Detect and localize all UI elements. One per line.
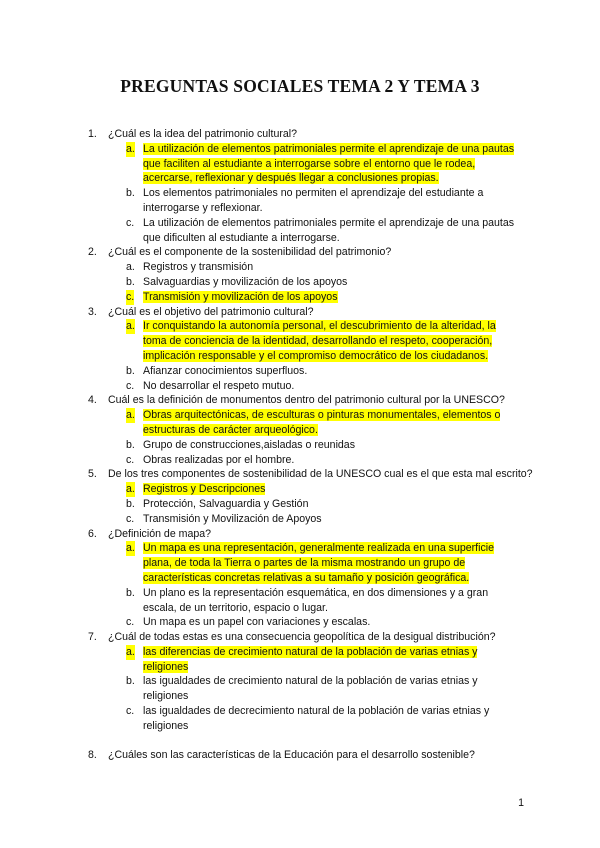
option-letter: c. [126,705,135,718]
option-text: Grupo de construcciones,aisladas o reunidas [143,438,355,451]
answer-option-correct [0,290,600,305]
option-text: Obras arquitectónicas, de esculturas o pinturas monumentales, elementos o estructuras de carácter arqueológico. [143,409,501,436]
question-item [0,393,600,408]
answer-option [0,512,600,527]
option-text: La utilización de elementos patrimoniales permite el aprendizaje de una pautas que dificulten al estudiante a interrogarse. [143,216,515,244]
option-letter: a. [126,409,135,422]
option-letter: b. [126,675,135,688]
option-text: Transmisión y movilización de los apoyos [143,290,338,303]
blank-line [0,734,600,748]
answer-option [0,674,600,704]
question-text: ¿Cuál es el objetivo del patrimonio cultural? [108,305,314,318]
option-letter: b. [126,364,135,377]
question-text: ¿Cuál de todas estas es una consecuencia geopolítica de la desigual distribución? [108,631,496,644]
answer-option [0,704,600,734]
question-list [0,127,600,762]
option-text: Un mapa es una representación, generalmente realizada en una superficie plana, de toda la Tierra o partes de la misma mostrando un grupo de características concretas relativas a su tamaño y posición geográfica. [143,542,494,584]
option-text: Transmisión y Movilización de Apoyos [143,512,322,525]
option-text: las diferencias de crecimiento natural de la población de varias etnias y religiones [143,645,478,673]
option-letter: c. [126,512,135,525]
answer-option [0,615,600,630]
answer-option-correct [0,645,600,675]
option-text: Afianzar conocimientos superfluos. [143,364,308,377]
option-letter: b. [126,497,135,510]
question-number: 5. [88,468,97,481]
question-text: ¿Cuál es la idea del patrimonio cultural? [108,128,298,140]
question-number: 2. [88,246,97,259]
answer-option-correct [0,541,600,585]
document-title: PREGUNTAS SOCIALES TEMA 2 Y TEMA 3 [120,76,480,96]
question-item [0,245,600,260]
option-letter: b. [126,275,135,288]
option-letter: a. [126,645,135,658]
question-item [0,305,600,320]
question-number: 4. [88,394,97,407]
question-number: 3. [88,305,97,318]
option-letter: c. [126,379,135,392]
option-letter: a. [126,483,135,496]
option-text: Registros y transmisión [143,261,254,274]
option-letter: a. [126,542,135,555]
option-text: Salvaguardias y movilización de los apoyos [143,275,348,288]
answer-option [0,275,600,290]
question-number: 8. [88,748,97,761]
question-number: 7. [88,631,97,644]
option-letter: b. [126,187,135,200]
option-text: Protección, Salvaguardia y Gestión [143,497,309,510]
option-letter: a. [126,261,135,274]
question-item [0,527,600,542]
question-text: ¿Definición de mapa? [108,527,212,540]
answer-option [0,438,600,453]
option-letter: b. [126,438,135,451]
option-letter: c. [126,616,135,629]
option-letter: c. [126,453,135,466]
answer-option [0,216,600,246]
option-text: No desarrollar el respeto mutuo. [143,379,295,392]
option-text: Registros y Descripciones [143,483,266,496]
answer-option [0,586,600,616]
question-item [0,127,600,142]
option-text: Los elementos patrimoniales no permiten el aprendizaje del estudiante a interrogarse y reflexionar. [143,187,484,214]
option-text: La utilización de elementos patrimoniales permite el aprendizaje de una pautas que faciliten al estudiante a interrogarse sobre el entorno que le rodea, acercarse, reflexionar y después llegar a conclusiones propias. [143,142,515,185]
option-letter: a. [126,142,135,155]
option-text: Un plano es la representación esquemática, en dos dimensiones y a gran escala, de un territorio, espacio o lugar. [143,586,489,614]
option-letter: c. [126,216,135,229]
answer-option [0,364,600,379]
question-text: De los tres componentes de sostenibilidad de la UNESCO cual es el que esta mal escrito? [108,468,533,481]
answer-option-correct [0,482,600,497]
option-text: Obras realizadas por el hombre. [143,453,295,466]
option-text: Ir conquistando la autonomía personal, el descubrimiento de la alteridad, la toma de conciencia de la identidad, desarrollando el respeto, cooperación, implicación responsable y el compromiso democrático de los ciudadanos. [143,320,496,362]
option-letter: b. [126,586,135,599]
question-number: 6. [88,527,97,540]
answer-option-correct [0,142,600,186]
question-text: Cuál es la definición de monumentos dentro del patrimonio cultural por la UNESCO? [108,394,505,407]
option-letter: c. [126,290,135,303]
answer-option [0,186,600,216]
page-number: 1 [518,797,524,809]
answer-option [0,379,600,394]
answer-option-correct [0,319,600,363]
answer-option-correct [0,408,600,438]
answer-option [0,260,600,275]
question-number: 1. [88,128,97,140]
question-item [0,630,600,645]
option-text: Un mapa es un papel con variaciones y escalas. [143,616,371,629]
option-text: las igualdades de crecimiento natural de la población de varias etnias y religiones [143,675,478,703]
option-letter: a. [126,320,135,333]
question-text: ¿Cuáles son las características de la Educación para el desarrollo sostenible? [108,748,475,761]
option-text: las igualdades de decrecimiento natural de la población de varias etnias y religiones [143,705,490,732]
question-text: ¿Cuál es el componente de la sostenibilidad del patrimonio? [108,246,392,259]
answer-option [0,497,600,512]
question-item [0,748,600,763]
question-item [0,467,600,482]
answer-option [0,453,600,468]
